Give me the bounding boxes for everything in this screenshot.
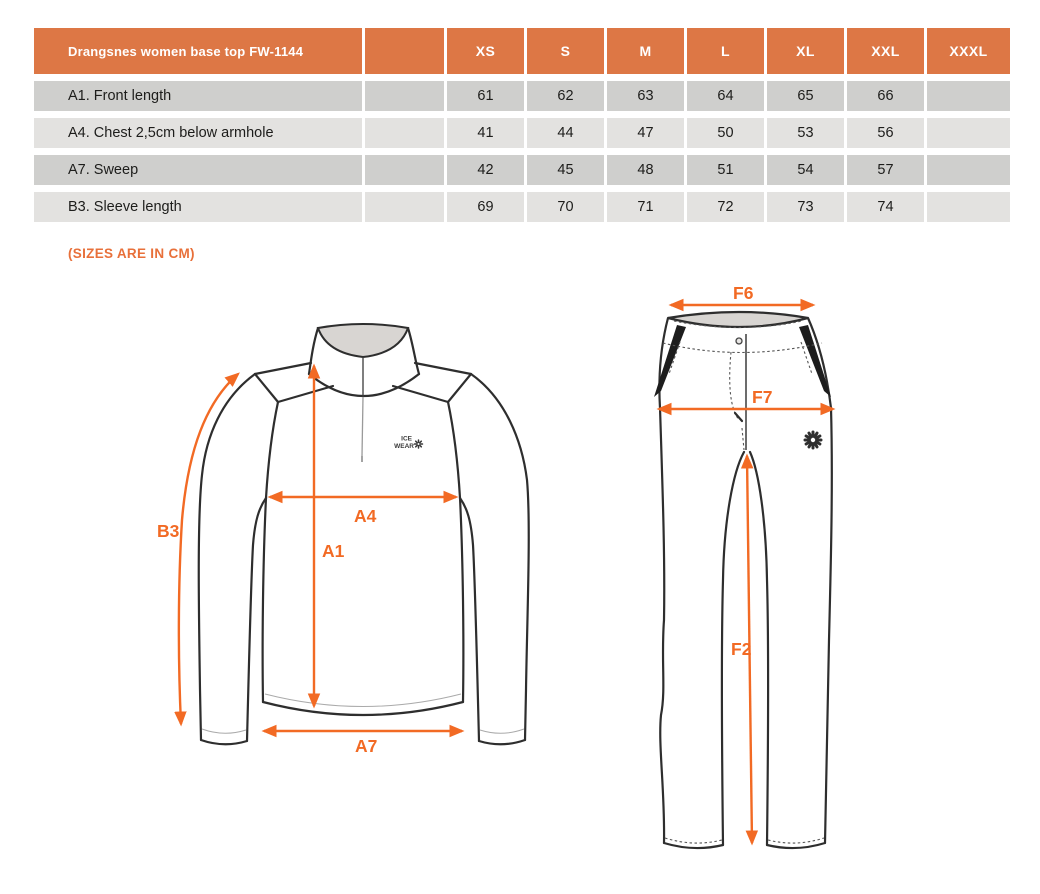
size-header-xs: XS [447,28,524,74]
size-header-xl: XL [767,28,844,74]
value-cell: 62 [527,81,604,111]
value-cell [927,118,1010,148]
icewear-logo [394,436,422,451]
value-cell: 56 [847,118,924,148]
pants-stitching [663,321,824,843]
value-cell: 41 [447,118,524,148]
value-cell: 65 [767,81,844,111]
a1-label: A1 [322,541,345,561]
value-cell: 71 [607,192,684,222]
zipper-line [362,397,363,456]
row-label-sweep: A7. Sweep [34,155,362,185]
size-header-xxl: XXL [847,28,924,74]
value-cell: 61 [447,81,524,111]
value-cell: 44 [527,118,604,148]
value-cell: 72 [687,192,764,222]
top-garment-diagram [145,295,555,760]
f7-label: F7 [752,387,773,407]
pants-diagram [625,282,860,877]
value-cell: 57 [847,155,924,185]
logo-text-ice: ICE [401,435,412,443]
size-header-l: L [687,28,764,74]
fly-bartack [735,413,742,421]
b3-label: B3 [157,521,180,541]
row-spacer [365,81,444,111]
waistband [668,312,808,327]
value-cell [927,192,1010,222]
a4-label: A4 [354,506,377,526]
row-label-chest: A4. Chest 2,5cm below armhole [34,118,362,148]
value-cell: 64 [687,81,764,111]
size-header-m: M [607,28,684,74]
size-header-s: S [527,28,604,74]
value-cell: 53 [767,118,844,148]
value-cell: 50 [687,118,764,148]
size-header-xxxl: XXXL [927,28,1010,74]
value-cell: 74 [847,192,924,222]
value-cell: 63 [607,81,684,111]
logo-text-wear: WEAR [394,443,414,450]
f6-label: F6 [733,283,754,303]
table-title: Drangsnes women base top FW-1144 [34,28,362,74]
top-garment-details [202,357,524,733]
f2-label: F2 [731,639,752,659]
b3-arrow [179,374,238,724]
snowflake-icon [805,432,821,448]
row-spacer [365,155,444,185]
top-measure-arrows [179,366,462,731]
value-cell: 48 [607,155,684,185]
row-spacer [365,192,444,222]
table-header-spacer [365,28,444,74]
value-cell: 45 [527,155,604,185]
size-table [34,28,1010,222]
value-cell: 69 [447,192,524,222]
value-cell: 47 [607,118,684,148]
row-label-front-length: A1. Front length [34,81,362,111]
value-cell: 66 [847,81,924,111]
value-cell [927,81,1010,111]
value-cell: 70 [527,192,604,222]
value-cell: 73 [767,192,844,222]
value-cell [927,155,1010,185]
row-spacer [365,118,444,148]
top-measure-labels [157,506,377,756]
gear-icon [415,440,423,448]
collar-inner [318,324,408,357]
sizes-unit-note: (SIZES ARE IN CM) [68,246,195,261]
value-cell: 42 [447,155,524,185]
value-cell: 51 [687,155,764,185]
row-label-sleeve-length: B3. Sleeve length [34,192,362,222]
top-garment-outline [199,328,529,744]
a7-label: A7 [355,736,378,756]
left-pocket [654,325,686,397]
waist-button [736,338,742,344]
value-cell: 54 [767,155,844,185]
